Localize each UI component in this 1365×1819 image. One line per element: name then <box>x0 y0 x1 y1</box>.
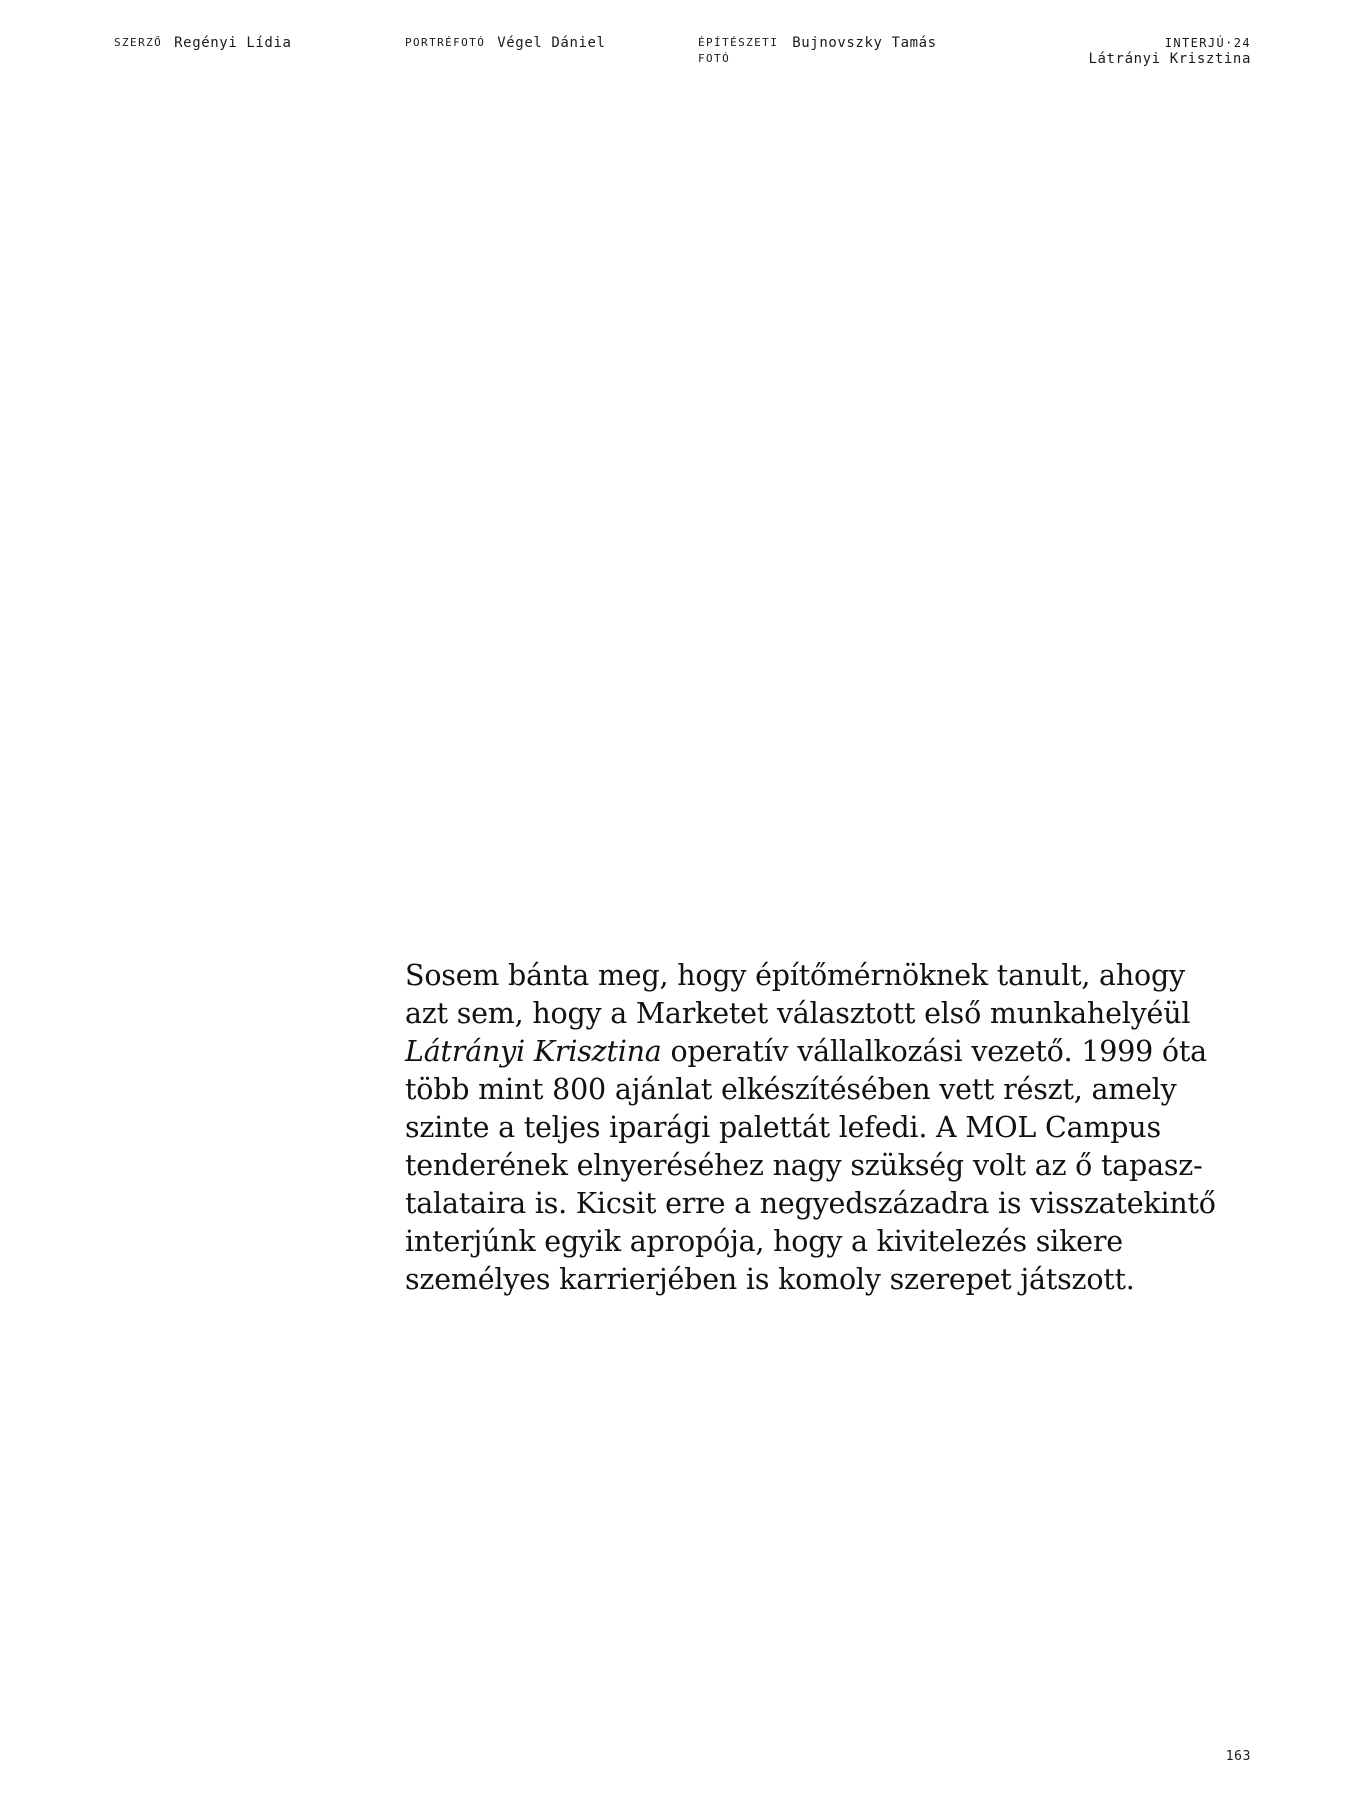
lead-line-1: Sosem bánta meg, hogy építőmérnöknek tanult, ahogy <box>405 959 1185 992</box>
lead-line-4: több mint 800 ajánlat elkészítésében vett részt, amely <box>405 1073 1177 1106</box>
interview-subject: Látrányi Krisztina <box>1088 51 1251 67</box>
lead-line-6: tenderének elnyeréséhez nagy szükség volt az ő tapasz- <box>405 1149 1203 1182</box>
subject-name-italic: Látrányi Krisztina <box>405 1035 662 1068</box>
author-credit <box>114 35 292 51</box>
lead-line-8: interjúnk egyik apropója, hogy a kivitelezés sikere <box>405 1225 1123 1258</box>
portrait-photo-credit <box>405 35 606 51</box>
architecture-photo-label <box>698 35 778 67</box>
lead-line-9: személyes karrierjében is komoly szerepet játszott. <box>405 1263 1135 1296</box>
page-number: 163 <box>1225 1749 1251 1764</box>
portrait-photo-label: PORTRÉFOTÓ <box>405 36 486 49</box>
lead-paragraph <box>405 957 1225 1299</box>
series-label: INTERJÚ·24 <box>1164 36 1251 50</box>
architecture-photo-label-line2: FOTÓ <box>698 52 731 65</box>
author-name: Regényi Lídia <box>174 35 292 51</box>
lead-line-7: talataira is. Kicsit erre a negyedszázadra is visszatekintő <box>405 1187 1216 1220</box>
portrait-photographer-name: Végel Dániel <box>497 35 606 51</box>
lead-line-5: szinte a teljes iparági palettát lefedi. A MOL Campus <box>405 1111 1161 1144</box>
architecture-photo-credit <box>698 35 937 67</box>
author-label: SZERZŐ <box>114 36 163 49</box>
lead-line-3 <box>405 1033 1225 1071</box>
running-head <box>1088 35 1251 67</box>
architecture-photographer-name: Bujnovszky Tamás <box>792 35 937 51</box>
lead-line-3-rest: operatív vállalkozási vezető. 1999 óta <box>661 1035 1207 1068</box>
architecture-photo-label-line1: ÉPÍTÉSZETI <box>698 36 779 49</box>
lead-line-2: azt sem, hogy a Marketet választott első munkahelyéül <box>405 997 1191 1030</box>
